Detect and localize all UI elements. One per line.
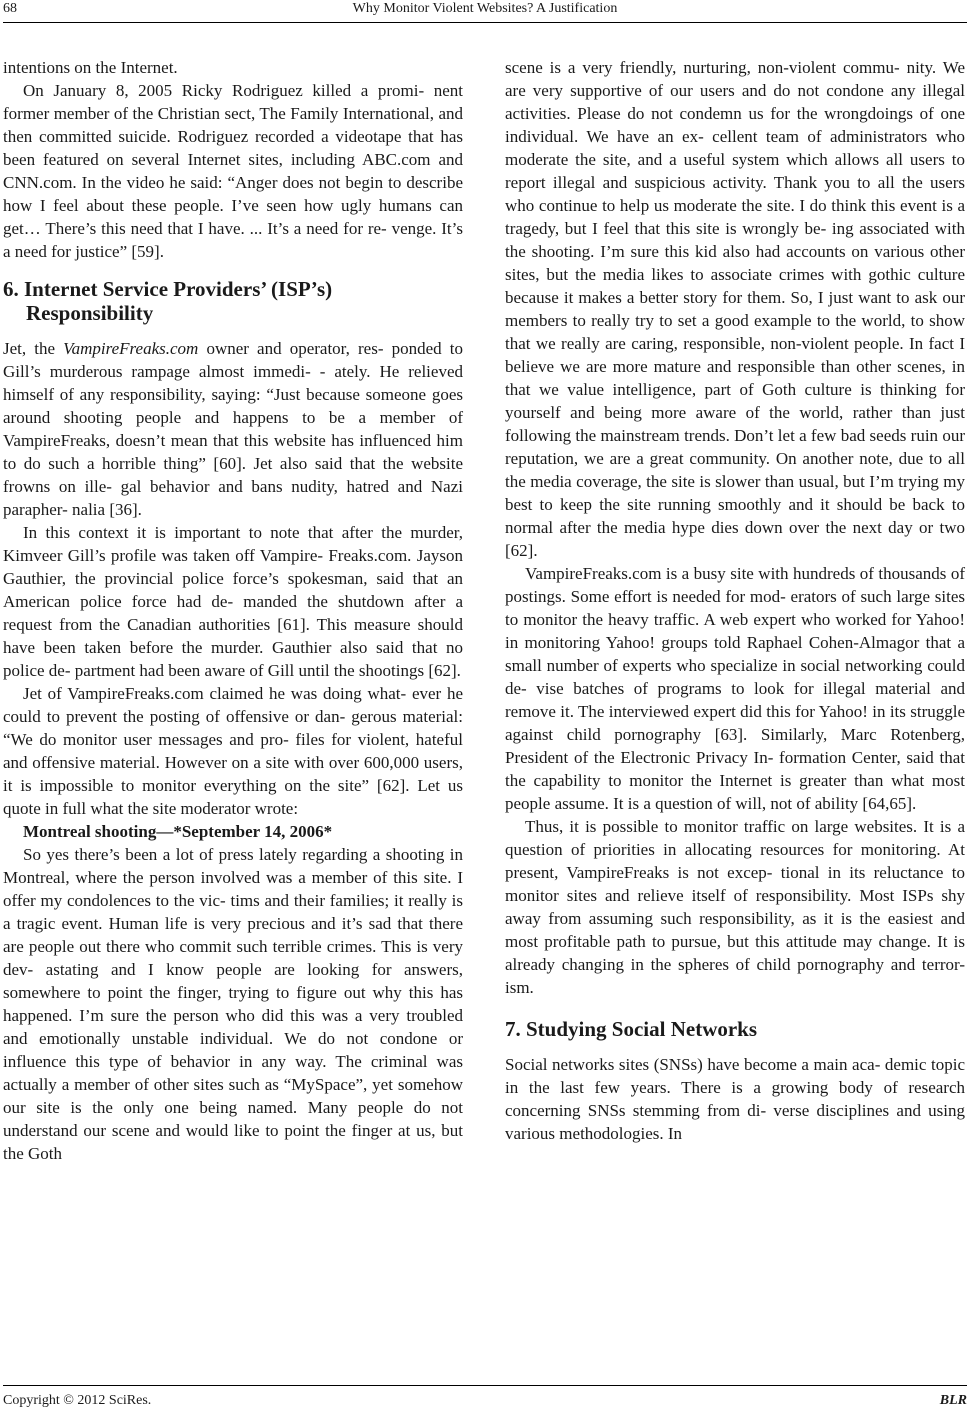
section-number: 6. — [3, 277, 19, 301]
section-heading — [3, 277, 463, 325]
journal-abbreviation: BLR — [939, 1393, 967, 1408]
paragraph: intentions on the Internet. — [3, 58, 178, 77]
header-rule — [3, 22, 967, 23]
section-title-line: Internet Service Providers’ (ISP’s) — [24, 277, 333, 301]
page-footer — [0, 1393, 970, 1413]
footer-rule — [3, 1385, 967, 1386]
paragraph: Thus, it is possible to monitor traffic on large websites. It is a question of priorities in allocating resources for monitoring. At present, VampireFreaks is not excep- tional in its reluctance to monitor sites and relieve itself of responsibility. Most ISPs shy away from assuming such responsibility, as it is the easiest and most profitable path to pursue, but this attitude may change. It is already changing in the spheres of child pornography and terror- ism. — [505, 817, 965, 997]
paragraph: On January 8, 2005 Ricky Rodriguez killed a promi- nent former member of the Christian sect, The Family International, and then committed suicide. Rodriguez recorded a videotape that has been featured on several Internet sites, including ABC.com and CNN.com. In the video he said: “Anger does not begin to describe how I feel about these people. I’ve seen how ugly humans can get… There’s this need that I have. ... It’s a need for re- venge. It’s a need for justice” [59]. — [3, 81, 463, 261]
paragraph: VampireFreaks.com is a busy site with hundreds of thousands of postings. Some effort is needed for mod- erators of such large sites to monitor the heavy traffic. A web expert who worked for Yahoo! in monitoring Yahoo! groups told Raphael Cohen-Almagor that a small number of experts who specialize in social networking could de- vise batches of programs to look for illegal material and remove it. The interviewed expert did this for Yahoo! in its struggle against child pornography [63]. Similarly, Marc Rotenberg, President of the Electronic Privacy In- formation Center, said that the capability to monitor the Internet is greater than what most people assume. It is a question of will, not of ability [64,65]. — [505, 564, 965, 813]
quote-subheading: Montreal shooting—*September 14, 2006* — [23, 822, 333, 841]
paragraph: Social networks sites (SNSs) have become a main aca- demic topic in the last few years. There is a growing body of research concerning SNSs stemming from di- verse disciplines and using various methodologies. In — [505, 1055, 965, 1143]
paragraph: In this context it is important to note that after the murder, Kimveer Gill’s profile was taken off Vampire- Freaks.com. Jayson Gauthier, the provincial police force’s spokesman, said that an American police force had de- manded the shutdown after a request from the Canadian authorities [61]. This measure should have been taken before the murder. Gauthier also said that no police de- partment had been aware of Gill until the shootings [62]. — [3, 523, 463, 680]
italic-site-name: VampireFreaks.com — [63, 339, 199, 358]
paragraph — [3, 337, 463, 521]
page-header — [0, 0, 970, 21]
right-column — [505, 56, 965, 1145]
section-heading: 7. Studying Social Networks — [505, 1017, 758, 1041]
text-run: Jet, the — [3, 339, 64, 358]
copyright-notice: Copyright © 2012 SciRes. — [3, 1393, 152, 1408]
paragraph: So yes there’s been a lot of press lately regarding a shooting in Montreal, where the person involved was a member of this site. I offer my condolences to the vic- tims and their families; it really is a tragic event. Human life is very precious and it’s sad that there are people out there who commit such terrible crimes. This is very dev- astating and I know people are looking for answers, somewhere to point the finger, trying to figure out why this has happened. I’m sure the person who did this was a very troubled and emotionally unstable individual. We do not condone or influence this type of behavior in any way. The criminal was actually a member of other sites such as “MySpace”, yet somehow our site is the only one being named. Many people do not understand our scene and would like to point the finger at us, but the Goth — [3, 845, 463, 1163]
paragraph: Jet of VampireFreaks.com claimed he was doing what- ever he could to prevent the posting of offensive or dan- gerous material: “We do monitor user messages and pro- files for violent, hateful and offensive material. However on a site with over 600,000 users, it is impossible to monitor everything on the site” [62]. Let us quote in full what the site moderator wrote: — [3, 684, 463, 818]
page-number: 68 — [3, 1, 17, 16]
left-column — [3, 56, 463, 1165]
text-run: owner and operator, res- ponded to Gill’s murderous rampage almost immedi- - ately. He relieved himself of any responsibility, saying: “Just because someone goes around shooting people and happens to be a member of VampireFreaks, doesn’t mean that this website has influenced him to do such a horrible thing” [60]. Jet also said that the website frowns on ille- gal behavior and bans nudity, hatred and Nazi parapher- nalia [36]. — [3, 339, 463, 519]
section-title-line: Responsibility — [26, 301, 154, 325]
paragraph: scene is a very friendly, nurturing, non-violent commu- nity. We are very supportive of our users and do not condone any illegal activities. Please do not condemn us for the wrongdoings of one individual. We have an ex- cellent team of administrators who moderate the site, and a useful system which allows all users to report illegal and suspicious activity. Thank you to all the users who continue to help us moderate the site. I do think this event is a tragedy, but I feel that this site is wrongly be- ing associated with the shooting. I’m sure this kid also had accounts on various other sites, but the media likes to associate crimes with gothic culture because it makes a better story for them. So, I just want to ask our members to really try to set a good example to the world, to show that we really are caring, responsible, non-violent people. In fact I believe we are more mature and responsible than other scenes, in that we value intelligence, part of Goth culture is thinking for yourself and being more aware of the world, rather than just following the mainstream trends. Don’t let a few bad seeds ruin our reputation, we are a great community. On another note, due to all the media coverage, the site is slower than usual, but I’m trying my best to keep the site running smoothly and it should be back to normal after the media hype dies down over the next day or two [62]. — [505, 58, 965, 560]
running-title: Why Monitor Violent Websites? A Justification — [352, 1, 618, 16]
